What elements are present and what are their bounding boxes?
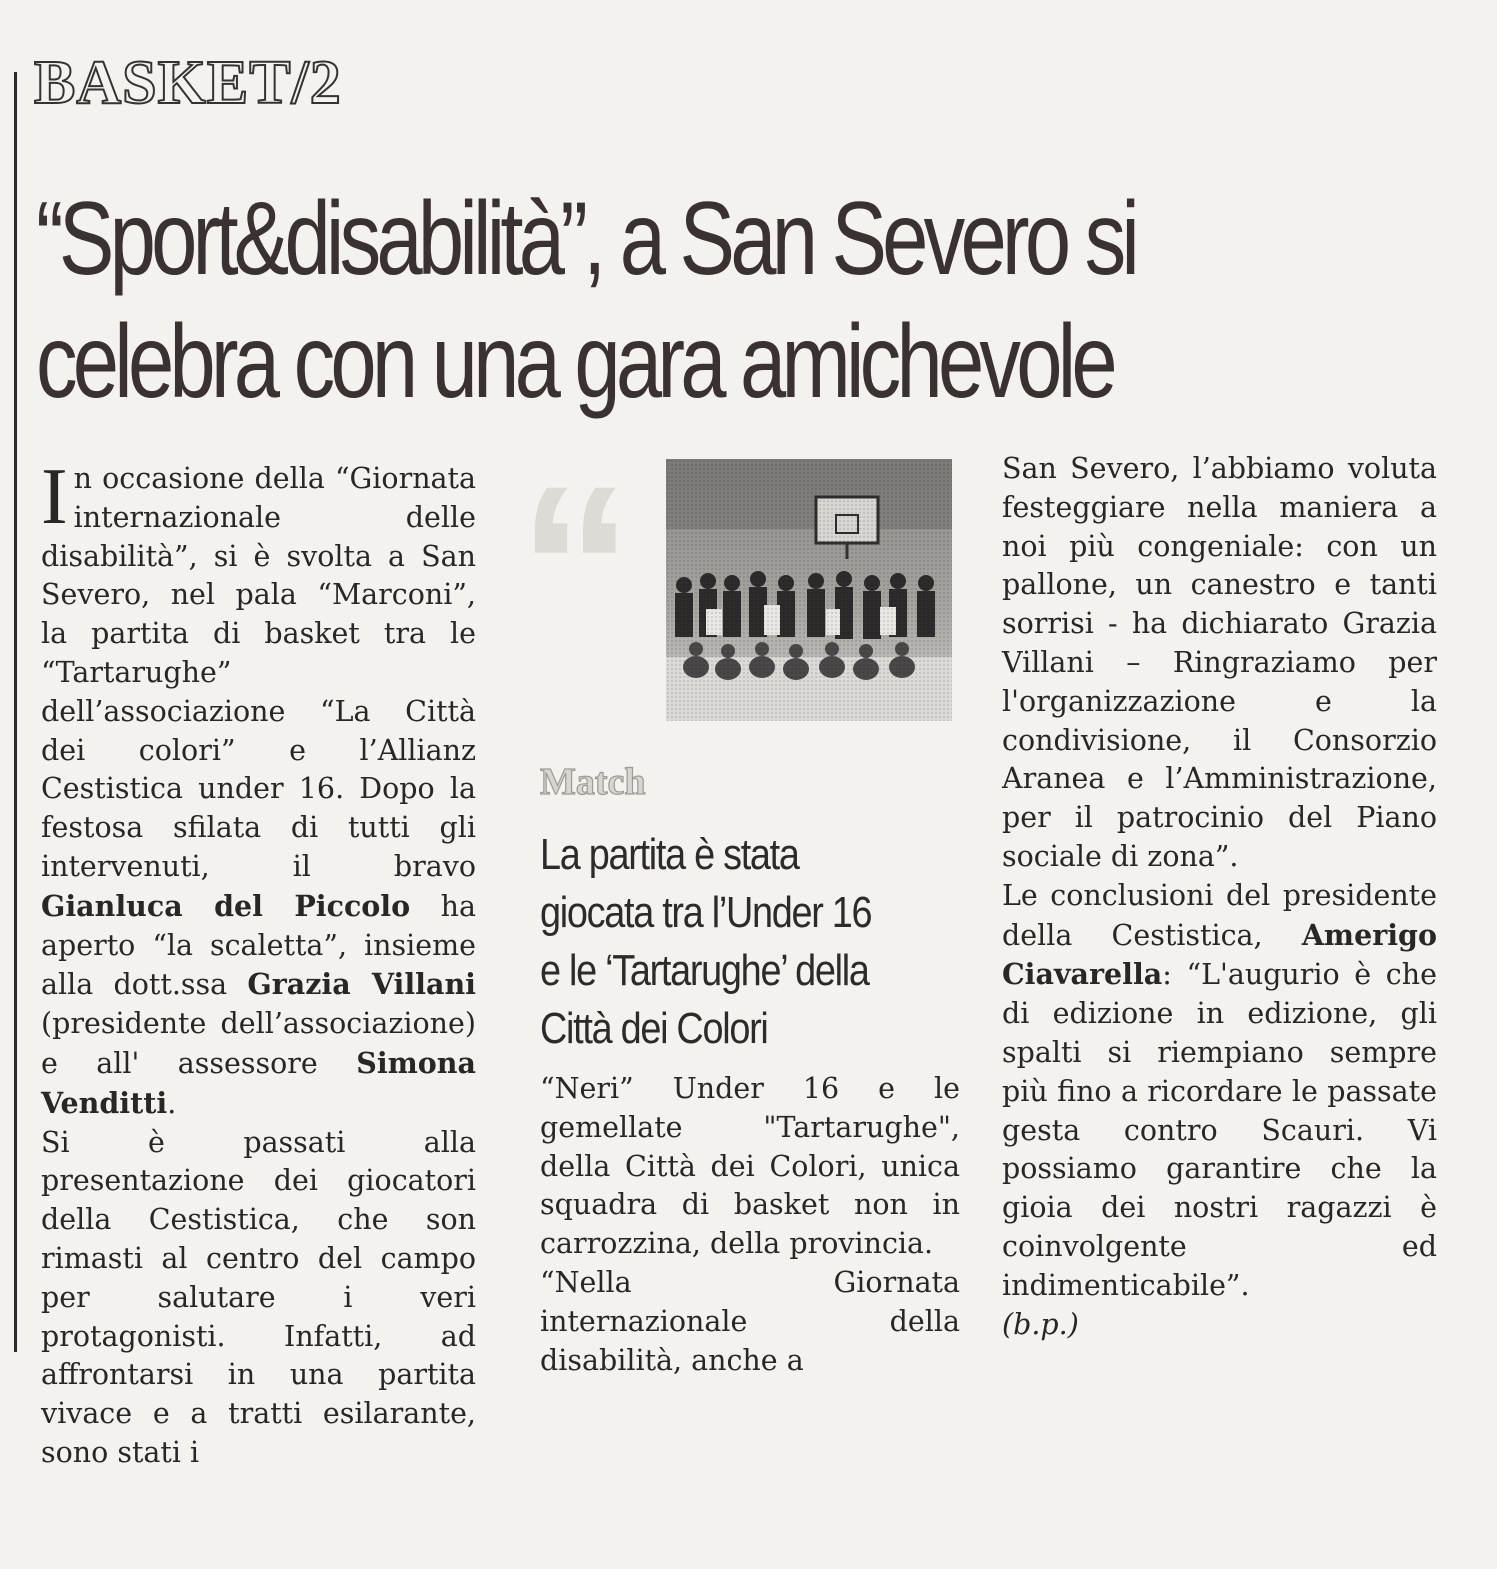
headline [36,178,1172,424]
person-name: Simona Venditti [41,1045,476,1120]
headline-line-1: “Sport&disabilità”, a San Severo si [36,181,1136,297]
headline-line-2: celebra con una gara amichevole [36,304,1113,420]
drop-cap: I [41,453,68,541]
column-rule [14,72,17,1352]
article-column-3 [1002,450,1437,1344]
paragraph: Si è passati alla presentazione dei giocatori della Cestistica, che son rimasti al centro del campo per salutare i veri protagonisti. Infatti, ad affrontarsi in una partita vivace e a tratti esilarante, sono stati i [41,1125,476,1469]
paragraph: “Neri” Under 16 e le gemellate "Tartarughe", della Città dei Colori, unica squadra di basket non in carrozzina, della provincia. [540,1072,960,1261]
paragraph: Le conclusioni del presidente della Cestistica, Amerigo Ciavarella: “L'augurio è che di edizione in edizione, gli spalti si riempiano sempre più fino a ricordare le passate gesta contro Scauri. Vi possiamo garantire che la gioia dei nostri ragazzi è coinvolgente ed indimenticabile”. [1002,878,1437,1302]
subheadline-line: giocata tra l’Under 16 [540,888,872,937]
team-photo-image [666,459,952,721]
article-column-2 [540,1070,960,1380]
person-name: Amerigo Ciavarella [1002,917,1437,992]
section-kicker: BASKET/2 [34,49,342,117]
author-signature: (b.p.) [1002,1307,1079,1341]
subheadline-line: e le ‘Tartarughe’ della [540,946,869,995]
paragraph: San Severo, l’abbiamo voluta festeggiare nella maniera a noi più congeniale: con un pallone, un canestro e tanti sorrisi - ha dichiarato Grazia Villani – Ringraziamo per l'organizzazione e la condivisione, il Consorzio Aranea e l’Amministrazione, per il patrocinio del Piano sociale di zona”. [1002,452,1437,873]
paragraph: “Nella Giornata internazionale della disabilità, anche a [540,1265,960,1377]
subheadline [540,826,970,1058]
show-through-quote-mark: “ [518,438,633,695]
paragraph: In occasione della “Giornata internazionale delle disabilità”, si è svolta a San Severo, nel pala “Marconi”, la partita di basket tra le “Tartarughe” dell’associazione “La Città dei colori” e l’Allianz Cestistica under 16. Dopo la festosa sfilata di tutti gli intervenuti, il bravo Gianluca del Piccolo ha aperto “la scaletta”, insieme alla dott.ssa Grazia Villani (presidente dell’associazione) e all' assessore Simona Venditti. [41,453,477,1120]
subheadline-line: La partita è stata [540,830,799,879]
person-name: Grazia Villani [247,967,476,1002]
subheadline-line: Città dei Colori [540,1004,768,1053]
sub-kicker: Match [540,761,646,803]
person-name: Gianluca del Piccolo [41,888,411,923]
team-photo [666,459,952,721]
article-column-1 [41,453,477,1473]
